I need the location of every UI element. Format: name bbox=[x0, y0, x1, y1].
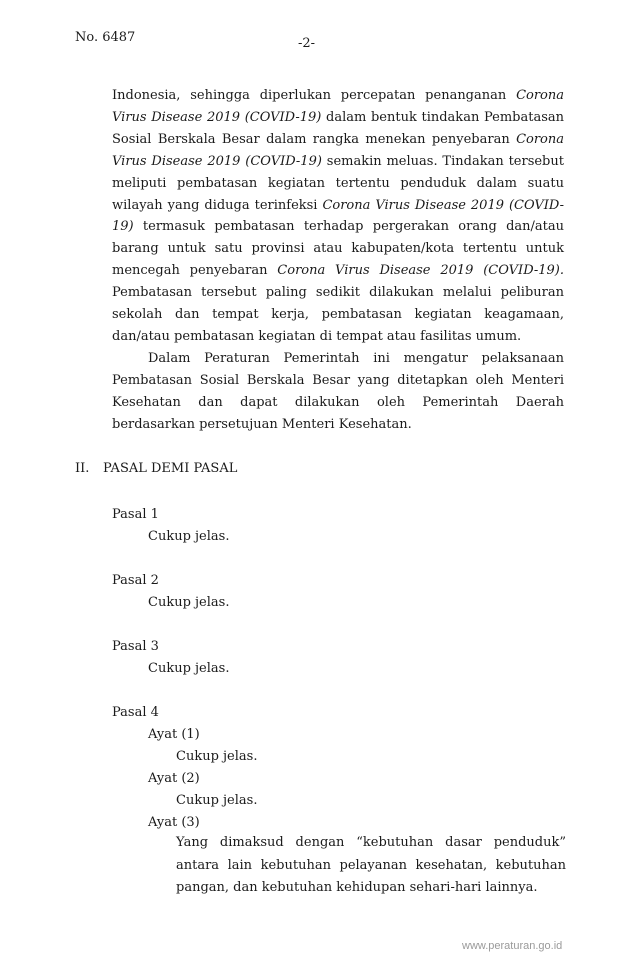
text-run: Dalam Peraturan Pemerintah ini mengatur pelaksanaan Pembatasan Sosial Berskala Besar yang ditetapkan oleh Menteri Kesehatan dan dapat dilakukan oleh Pemerintah Daerah berdasarkan persetujuan Menteri Kesehatan. bbox=[112, 351, 564, 432]
ayat-label: Ayat (1) bbox=[148, 727, 200, 742]
page-number: -2- bbox=[298, 36, 316, 51]
website-watermark: www.peraturan.go.id bbox=[462, 940, 563, 952]
pasal-text: Cukup jelas. bbox=[148, 595, 230, 610]
ayat-label: Ayat (3) bbox=[148, 815, 200, 830]
ayat-text: Cukup jelas. bbox=[176, 793, 258, 808]
text-run: Pembatasan tersebut paling sedikit dilakukan melalui peliburan sekolah dan tempat kerja, pembatasan kegiatan keagamaan, dan/atau pembatasan kegiatan di tempat atau fasilitas umum. bbox=[112, 285, 564, 344]
pasal-text: Cukup jelas. bbox=[148, 661, 230, 676]
pasal-text: Cukup jelas. bbox=[148, 529, 230, 544]
explanation-paragraph-1 bbox=[112, 85, 564, 348]
explanation-paragraph-2 bbox=[112, 348, 564, 436]
section-title: PASAL DEMI PASAL bbox=[103, 461, 238, 476]
italic-term: Corona Virus Disease 2019 (COVID-19). bbox=[277, 263, 564, 279]
ayat-explanation: Yang dimaksud dengan “kebutuhan dasar penduduk” antara lain kebutuhan pelayanan kesehatan, kebutuhan pangan, dan kebutuhan kehidupan sehari-hari lainnya. bbox=[176, 835, 566, 895]
italic-term: Corona Virus Disease 2019 (COVID-19) bbox=[112, 88, 564, 125]
document-number: No. 6487 bbox=[75, 30, 136, 45]
text-run: dalam bentuk tindakan Pembatasan Sosial Berskala Besar dalam rangka menekan penyebaran bbox=[112, 109, 564, 147]
pasal-label: Pasal 4 bbox=[112, 705, 159, 720]
ayat-label: Ayat (2) bbox=[148, 771, 200, 786]
section-number: II. bbox=[75, 461, 90, 476]
text-run: termasuk pembatasan terhadap pergerakan orang dan/atau barang untuk satu provinsi atau kabupaten/kota tertentu untuk mencegah penyebaran bbox=[112, 219, 564, 279]
ayat-text: Cukup jelas. bbox=[176, 749, 258, 764]
pasal-label: Pasal 3 bbox=[112, 639, 159, 654]
text-run: semakin meluas. Tindakan tersebut meliputi pembatasan kegiatan tertentu penduduk dalam suatu wilayah yang diduga terinfeksi bbox=[112, 153, 564, 213]
text-run: Indonesia, sehingga diperlukan percepatan penanganan bbox=[112, 88, 517, 103]
pasal-label: Pasal 1 bbox=[112, 507, 159, 522]
pasal-label: Pasal 2 bbox=[112, 573, 159, 588]
italic-term: Corona Virus Disease 2019 (COVID-19) bbox=[112, 131, 564, 169]
italic-term: Corona Virus Disease 2019 (COVID-19) bbox=[112, 197, 564, 235]
